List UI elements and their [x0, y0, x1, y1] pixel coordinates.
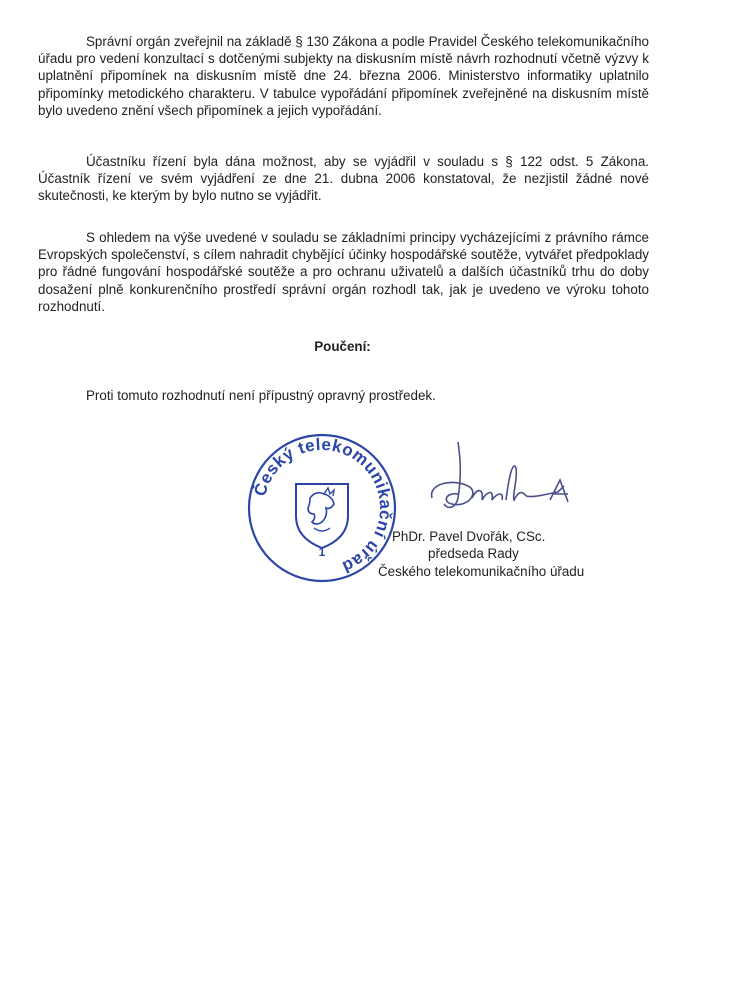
paragraph-decision-rationale: S ohledem na výše uvedené v souladu se základními principy vycházejícími z právního rámce Evropských společenství, s cílem nahradit chybějící účinky hospodářské soutěže, vytvářet předpoklady pro řádné fungování hospodářské soutěže a pro ochranu uživatelů a dalších účastníků trhu do doby dosažení plně konkurenčního prostředí správní orgán rozhodl tak, jak je uvedeno ve výroku tohoto rozhodnutí.	[38, 230, 649, 314]
remedy-statement: Proti tomuto rozhodnutí není přípustný opravný prostředek.	[86, 388, 436, 403]
signatory-role: předseda Rady	[428, 546, 519, 562]
signature-block	[372, 528, 632, 580]
paragraph-consultation: Správní orgán zveřejnil na základě § 130 Zákona a podle Pravidel Českého telekomunikačního úřadu pro vedení konzultací s dotčenými subjekty na diskusním místě návrh rozhodnutí včetně výzvy k uplatnění připomínek na diskusním místě dne 24. března 2006. Ministerstvo informatiky uplatnilo připomínky metodického charakteru. V tabulce vypořádání připomínek zveřejněné na diskusním místě bylo uvedeno znění všech připomínek a jejich vypořádání.	[38, 34, 649, 118]
signatory-name: PhDr. Pavel Dvořák, CSc.	[392, 529, 546, 544]
stamp-circular-text: Český telekomunikační úřad	[250, 434, 396, 577]
instruction-heading: Poučení:	[314, 339, 371, 354]
signatory-organization: Českého telekomunikačního úřadu	[378, 563, 585, 579]
handwritten-signature	[418, 438, 578, 518]
coat-of-arms-icon	[296, 484, 348, 548]
paragraph-participant-statement: Účastníku řízení byla dána možnost, aby se vyjádřil v souladu s § 122 odst. 5 Zákona. Účastník řízení ve svém vyjádření ze dne 21. dubna 2006 konstatoval, že nezjistil žádné nové skutečnosti, ke kterým by bylo nutno se vyjádřit.	[38, 154, 649, 204]
stamp-number: 1	[318, 545, 326, 559]
